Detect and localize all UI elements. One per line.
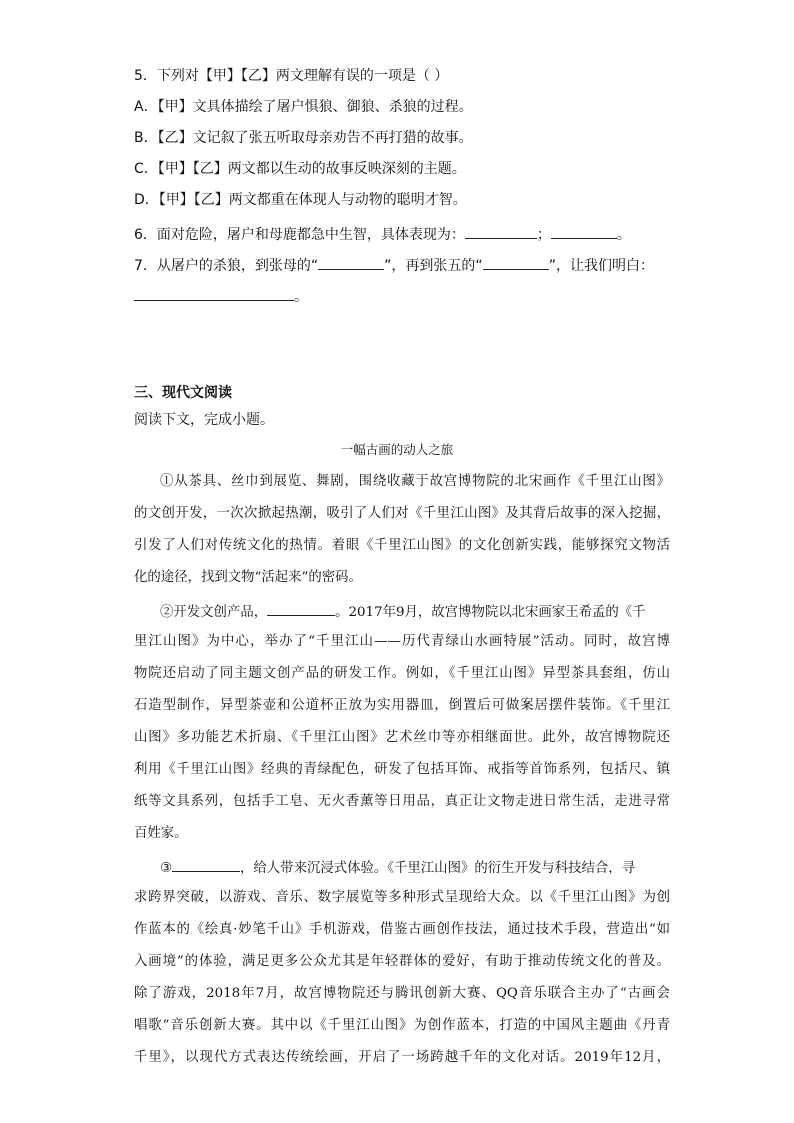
- answer-blank[interactable]: [172, 856, 240, 872]
- answer-blank[interactable]: [318, 254, 384, 270]
- article-line: ①从茶具、丝巾到展览、舞剧，围绕收藏于故宫博物院的北宋画作《千里江山图》: [160, 474, 670, 489]
- article-line-part: 。2017年9月，故宫博物院以北宋画家王希孟的《千: [335, 605, 646, 620]
- question-6: [134, 223, 631, 245]
- article-line: 化的途径，找到文物“活起来”的密码。: [134, 570, 362, 585]
- question-7-post: ”，让我们明白：: [548, 258, 654, 274]
- section-instruction: 阅读下文，完成小题。: [134, 412, 274, 428]
- article-line: 作蓝本的《绘真·妙笔千山》手机游戏，借鉴古画创作技法，通过技术手段，营造出“如: [134, 922, 670, 937]
- question-7-end: 。: [294, 289, 308, 305]
- section-heading: 三、现代文阅读: [134, 385, 232, 401]
- answer-blank[interactable]: [134, 285, 294, 301]
- article-line: 利用《千里江山图》经典的青绿配色，研发了包括耳饰、戒指等首饰系列，包括尺、镇: [134, 762, 670, 777]
- article-line: 的文创开发，一次次掀起热潮，吸引了人们对《千里江山图》及其背后故事的深入挖掘，: [134, 506, 670, 521]
- answer-blank[interactable]: [465, 223, 537, 239]
- article-line: 石造型制作，异型茶壶和公道杯正放为实用器皿，倒置后可做案居摆件装饰。《千里江: [134, 698, 670, 713]
- article-line: 千里》，以现代方式表达传统绘画，开启了一场跨越千年的文化对话。2019年12月，: [134, 1050, 670, 1065]
- question-6-separator: ；: [536, 227, 551, 243]
- question-5-stem: 5．下列对【甲】【乙】两文理解有误的一项是（ ）: [134, 68, 449, 84]
- article-line: 求跨界突破，以游戏、音乐、数字展览等多种形式呈现给大众。以《千里江山图》为创: [134, 890, 670, 905]
- article-title: 一幅古画的动人之旅: [340, 442, 454, 457]
- question-5-option-c: C．【甲】【乙】两文都以生动的故事反映深刻的主题。: [134, 161, 466, 177]
- article-line-with-blank: [160, 856, 670, 879]
- article-line-part: ，给人带来沉浸式体验。《千里江山图》的衍生开发与科技结合，寻: [240, 861, 636, 876]
- answer-blank[interactable]: [551, 223, 617, 239]
- question-7-continued: [134, 285, 308, 307]
- article-line: 入画境”的体验，满足更多公众尤其是年轻群体的爱好，有助于推动传统文化的普及。: [134, 954, 670, 969]
- article-line: 唱歌”音乐创新大赛。其中以《千里江山图》为创作蓝本，打造的中国风主题曲《丹青: [134, 1018, 670, 1033]
- article-line-with-blank: [160, 600, 670, 623]
- article-line: 物院还启动了同主题文创产品的研发工作。例如，《千里江山图》异型茶具套组，仿山: [134, 666, 670, 681]
- article-line-part: ②开发文创产品，: [160, 605, 268, 620]
- answer-blank[interactable]: [267, 600, 335, 616]
- article-line-part: ③: [160, 861, 173, 876]
- question-7: [134, 254, 654, 276]
- question-7-mid: ”，再到张五的“: [384, 258, 483, 274]
- question-5-option-b: B．【乙】文记叙了张五听取母亲劝告不再打猎的故事。: [134, 130, 473, 146]
- question-6-end: 。: [616, 227, 631, 243]
- question-5-option-d: D．【甲】【乙】两文都重在体现人与动物的聪明才智。: [134, 192, 467, 208]
- article-line: 除了游戏，2018年7月，故宫博物院还与腾讯创新大赛、QQ音乐联合主办了“古画会: [134, 986, 670, 1001]
- article-line: 百姓家。: [134, 826, 188, 841]
- question-7-text: 7．从屠户的杀狼，到张母的“: [134, 258, 319, 274]
- article-line: 纸等文具系列，包括手工皂、无火香薰等日用品，真正让文物走进日常生活，走进寻常: [134, 794, 670, 809]
- article-line: 里江山图》为中心，举办了“千里江山——历代青绿山水画特展”活动。同时，故宫博: [134, 634, 670, 649]
- article-line: 引发了人们对传统文化的热情。着眼《千里江山图》的文化创新实践，能够探究文物活: [134, 538, 670, 553]
- question-5-option-a: A．【甲】文具体描绘了屠户惧狼、御狼、杀狼的过程。: [134, 99, 473, 115]
- article-line: 山图》多功能艺术折扇、《千里江山图》艺术丝巾等亦相继面世。此外，故宫博物院还: [134, 730, 670, 745]
- answer-blank[interactable]: [483, 254, 549, 270]
- question-6-text: 6．面对危险，屠户和母鹿都急中生智，具体表现为：: [134, 227, 465, 243]
